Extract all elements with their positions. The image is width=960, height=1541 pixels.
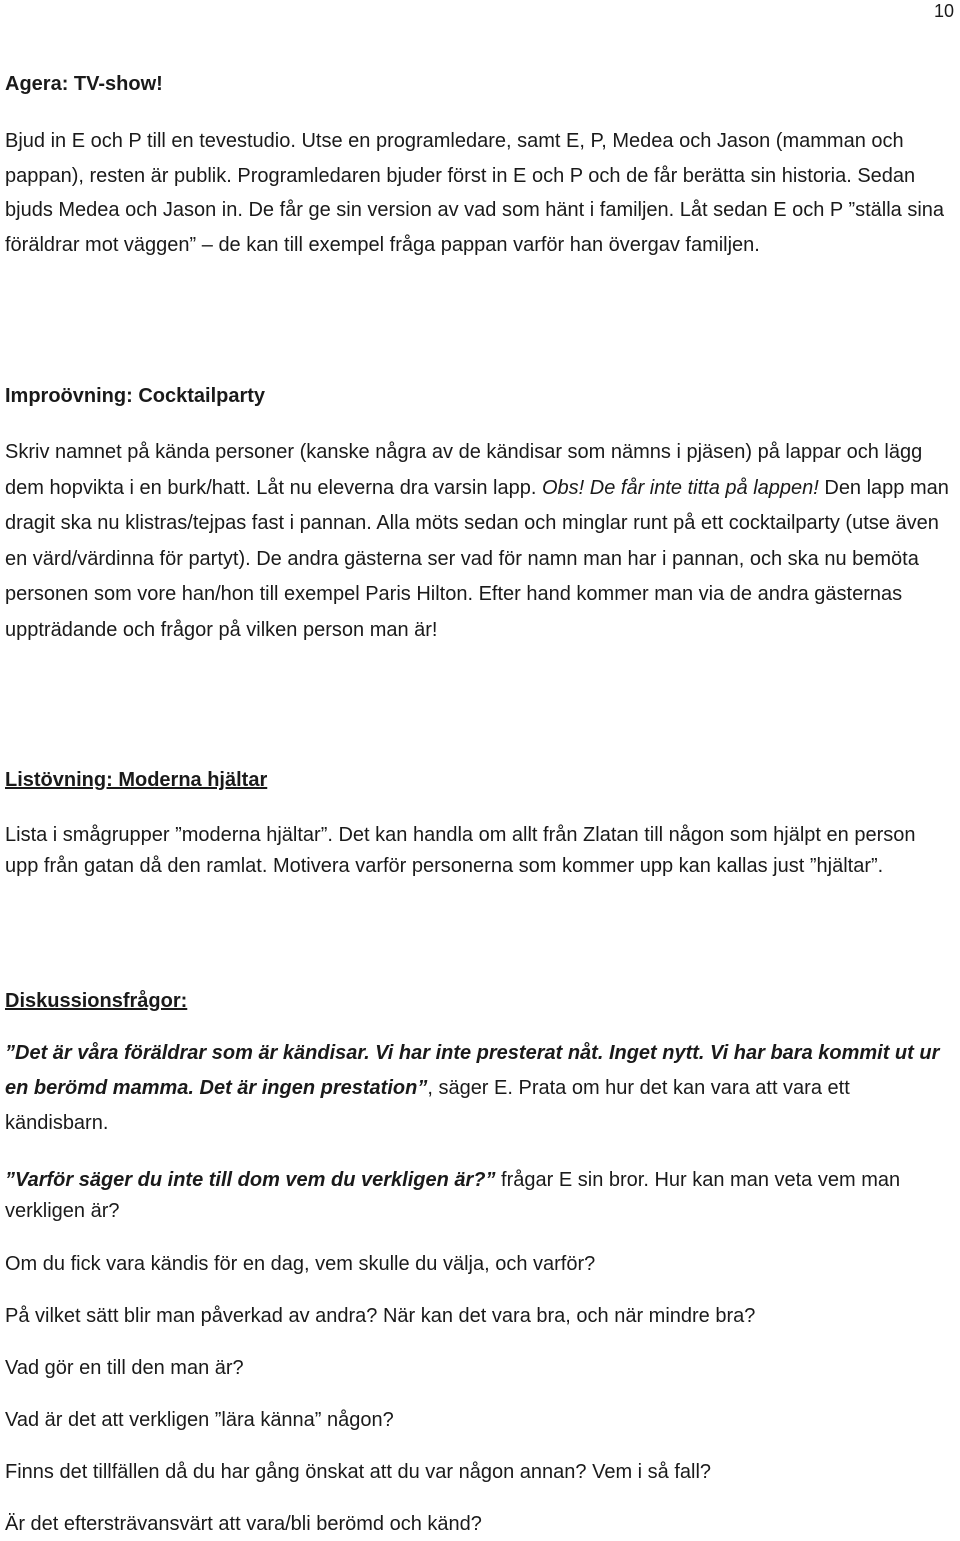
improovning-paragraph	[5, 435, 952, 648]
discussion-question-1	[5, 1036, 952, 1141]
improovning-text-italic: Obs! De får inte titta på lappen!	[541, 476, 819, 499]
heading-agera: Agera: TV-show!	[5, 73, 163, 95]
heading-improovning: Improövning: Cocktailparty	[5, 385, 266, 407]
quote-2: ”Varför säger du inte till dom vem du verkligen är?”	[5, 1169, 496, 1191]
discussion-question-5: Vad gör en till den man är?	[5, 1357, 244, 1379]
question-1-rest: , säger E. Prata om hur det kan vara att vara ett kändisbarn.	[5, 1077, 850, 1134]
discussion-question-4: På vilket sätt blir man påverkad av andra? När kan det vara bra, och när mindre bra?	[5, 1305, 756, 1327]
heading-diskussionsfragor: Diskussionsfrågor:	[5, 990, 188, 1012]
discussion-question-2	[5, 1165, 952, 1227]
improovning-text-b: Den lapp man dragit ska nu klistras/tejpas fast i pannan. Alla möts sedan och minglar runt på ett cocktailparty (utse även en värd/värdinna för partyt). De andra gästerna ser vad för namn man har i pannan, och ska nu bemöta personen som vore han/hon till exempel Paris Hilton. Efter hand kommer man via de andra gästernas uppträdande och frågor på vilken person man är!	[5, 476, 949, 641]
discussion-question-3: Om du fick vara kändis för en dag, vem skulle du välja, och varför?	[5, 1253, 596, 1275]
heading-listovning: Listövning: Moderna hjältar	[5, 769, 268, 791]
quote-1: ”Det är våra föräldrar som är kändisar. Vi har inte presterat nåt. Inget nytt. Vi har bara kommit ut ur en berömd mamma. Det är ingen prestation”	[5, 1042, 940, 1099]
discussion-question-7: Finns det tillfällen då du har gång önskat att du var någon annan? Vem i så fall?	[5, 1461, 712, 1483]
listovning-paragraph: Lista i smågrupper ”moderna hjältar”. Det kan handla om allt från Zlatan till någon som hjälpt en person upp från gatan då den ramlat. Motivera varför personerna som kommer upp kan kallas just ”hjältar”.	[5, 824, 916, 877]
improovning-text-a: Skriv namnet på kända personer (kanske några av de kändisar som nämns i pjäsen) på lappar och lägg dem hopvikta i en burk/hatt. Låt nu eleverna dra varsin lapp.	[5, 441, 923, 499]
page-number: 10	[933, 1, 954, 21]
discussion-question-6: Vad är det att verkligen ”lära känna” någon?	[5, 1409, 394, 1431]
agera-paragraph: Bjud in E och P till en tevestudio. Utse en programledare, samt E, P, Medea och Jason (mamman och pappan), resten är publik. Programledaren bjuder först in E och P och de får berätta sin historia. Sedan bjuds Medea och Jason in. De får ge sin version av vad som hänt i familjen. Låt sedan E och P ”ställa sina föräldrar mot väggen” – de kan till exempel fråga pappan varför han övergav familjen.	[5, 130, 945, 256]
question-2-rest: frågar E sin bror. Hur kan man veta vem man verkligen är?	[5, 1169, 901, 1222]
discussion-question-8: Är det eftersträvansvärt att vara/bli berömd och känd?	[5, 1513, 482, 1535]
